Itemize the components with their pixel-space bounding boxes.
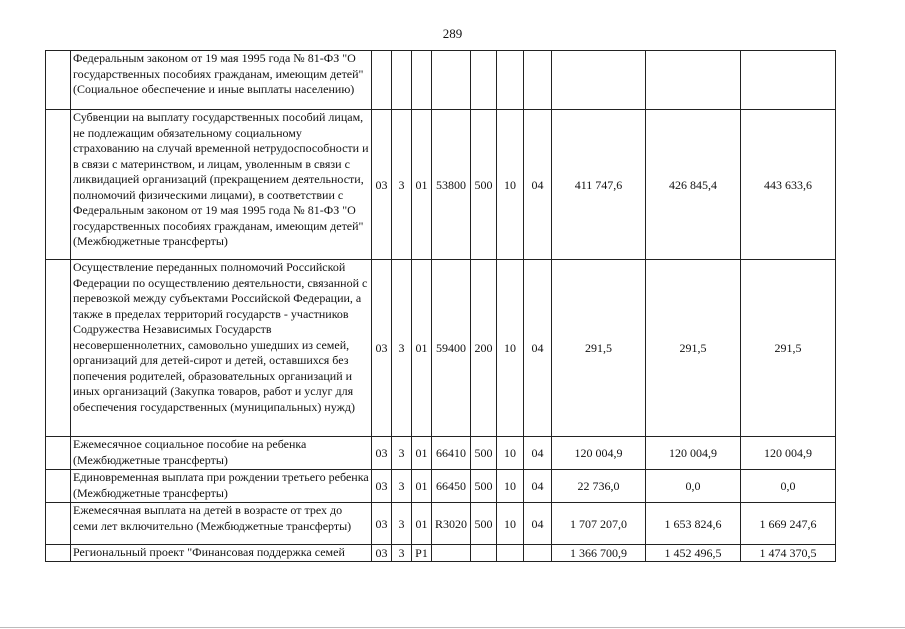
- budget-table: [45, 50, 836, 562]
- code-cell-c7: 04: [524, 110, 552, 260]
- code-cell-c5: [471, 545, 497, 562]
- code-cell-c7: 04: [524, 437, 552, 470]
- code-cell-c1: [372, 51, 392, 110]
- amount-cell-v1: 22 736,0: [552, 470, 646, 503]
- code-cell-c7: 04: [524, 470, 552, 503]
- code-cell-c1: 03: [372, 470, 392, 503]
- row-margin-cell: [46, 51, 71, 110]
- table-body: [46, 51, 836, 562]
- code-cell-c6: 10: [497, 503, 524, 545]
- code-cell-c6: 10: [497, 470, 524, 503]
- amount-cell-v2: 1 653 824,6: [646, 503, 741, 545]
- amount-cell-v1: 120 004,9: [552, 437, 646, 470]
- code-cell-c7: 04: [524, 260, 552, 437]
- code-cell-c2: 3: [392, 470, 412, 503]
- code-cell-c6: [497, 51, 524, 110]
- code-cell-c6: 10: [497, 437, 524, 470]
- code-cell-c6: [497, 545, 524, 562]
- row-margin-cell: [46, 470, 71, 503]
- code-cell-c4: 59400: [432, 260, 471, 437]
- amount-cell-v1: 1 366 700,9: [552, 545, 646, 562]
- code-cell-c2: 3: [392, 260, 412, 437]
- row-margin-cell: [46, 260, 71, 437]
- code-cell-c5: [471, 51, 497, 110]
- code-cell-c4: 53800: [432, 110, 471, 260]
- amount-cell-v2: 426 845,4: [646, 110, 741, 260]
- amount-cell-v3: 0,0: [741, 470, 836, 503]
- code-cell-c5: 200: [471, 260, 497, 437]
- expense-name-cell: Федеральным законом от 19 мая 1995 года № 81-ФЗ "О государственных пособиях гражданам, имеющим детей" (Социальное обеспечение и иные выплаты населению): [71, 51, 372, 110]
- code-cell-c4: [432, 51, 471, 110]
- code-cell-c4: 66450: [432, 470, 471, 503]
- code-cell-c6: 10: [497, 260, 524, 437]
- code-cell-c3: 01: [412, 503, 432, 545]
- code-cell-c4: R3020: [432, 503, 471, 545]
- code-cell-c7: [524, 545, 552, 562]
- table-row: [46, 110, 836, 260]
- row-margin-cell: [46, 110, 71, 260]
- code-cell-c7: 04: [524, 503, 552, 545]
- expense-name-cell: Ежемесячная выплата на детей в возрасте от трех до семи лет включительно (Межбюджетные трансферты): [71, 503, 372, 545]
- footer-divider: [0, 627, 905, 628]
- row-margin-cell: [46, 545, 71, 562]
- code-cell-c1: 03: [372, 110, 392, 260]
- expense-name-cell: Осуществление переданных полномочий Российской Федерации по осуществлению деятельности, связанной с перевозкой между субъектами Российской Федерации, а также в пределах территорий государств - участников Содружества Независимых Государств несовершеннолетних, самовольно ушедших из семей, организаций для детей-сирот и детей, оставшихся без попечения родителей, образовательных организаций и иных организаций (Закупка товаров, работ и услуг для обеспечения государственных (муниципальных) нужд): [71, 260, 372, 437]
- amount-cell-v3: 120 004,9: [741, 437, 836, 470]
- page-number: 289: [442, 26, 463, 41]
- amount-cell-v1: [552, 51, 646, 110]
- amount-cell-v3: 1 474 370,5: [741, 545, 836, 562]
- code-cell-c3: 01: [412, 437, 432, 470]
- code-cell-c3: 01: [412, 110, 432, 260]
- code-cell-c1: 03: [372, 545, 392, 562]
- amount-cell-v2: 291,5: [646, 260, 741, 437]
- code-cell-c2: 3: [392, 503, 412, 545]
- code-cell-c5: 500: [471, 437, 497, 470]
- amount-cell-v2: 120 004,9: [646, 437, 741, 470]
- code-cell-c4: [432, 545, 471, 562]
- code-cell-c5: 500: [471, 470, 497, 503]
- code-cell-c3: [412, 51, 432, 110]
- expense-name-cell: Региональный проект "Финансовая поддержка семей: [71, 545, 372, 562]
- code-cell-c1: 03: [372, 260, 392, 437]
- code-cell-c2: 3: [392, 437, 412, 470]
- code-cell-c7: [524, 51, 552, 110]
- amount-cell-v1: 1 707 207,0: [552, 503, 646, 545]
- row-margin-cell: [46, 503, 71, 545]
- amount-cell-v3: [741, 51, 836, 110]
- expense-name-cell: Ежемесячное социальное пособие на ребенка (Межбюджетные трансферты): [71, 437, 372, 470]
- table-row: [46, 545, 836, 562]
- table-row: [46, 437, 836, 470]
- code-cell-c3: P1: [412, 545, 432, 562]
- table-row: [46, 503, 836, 545]
- amount-cell-v3: 1 669 247,6: [741, 503, 836, 545]
- code-cell-c2: 3: [392, 110, 412, 260]
- code-cell-c2: [392, 51, 412, 110]
- code-cell-c6: 10: [497, 110, 524, 260]
- code-cell-c5: 500: [471, 110, 497, 260]
- amount-cell-v1: 291,5: [552, 260, 646, 437]
- code-cell-c5: 500: [471, 503, 497, 545]
- code-cell-c4: 66410: [432, 437, 471, 470]
- expense-name-cell: Субвенции на выплату государственных пособий лицам, не подлежащим обязательному социальному страхованию на случай временной нетрудоспособности и в связи с материнством, и лицам, уволенным в связи с ликвидацией организаций (прекращением деятельности, полномочий физическими лицами), в соответствии с Федеральным законом от 19 мая 1995 года № 81-ФЗ "О государственных пособиях гражданам, имеющим детей" (Межбюджетные трансферты): [71, 110, 372, 260]
- amount-cell-v2: 1 452 496,5: [646, 545, 741, 562]
- code-cell-c1: 03: [372, 503, 392, 545]
- code-cell-c3: 01: [412, 260, 432, 437]
- code-cell-c2: 3: [392, 545, 412, 562]
- amount-cell-v1: 411 747,6: [552, 110, 646, 260]
- amount-cell-v2: 0,0: [646, 470, 741, 503]
- code-cell-c3: 01: [412, 470, 432, 503]
- code-cell-c1: 03: [372, 437, 392, 470]
- row-margin-cell: [46, 437, 71, 470]
- amount-cell-v2: [646, 51, 741, 110]
- expense-name-cell: Единовременная выплата при рождении третьего ребенка (Межбюджетные трансферты): [71, 470, 372, 503]
- amount-cell-v3: 443 633,6: [741, 110, 836, 260]
- table-row: [46, 260, 836, 437]
- amount-cell-v3: 291,5: [741, 260, 836, 437]
- table-row: [46, 51, 836, 110]
- table-row: [46, 470, 836, 503]
